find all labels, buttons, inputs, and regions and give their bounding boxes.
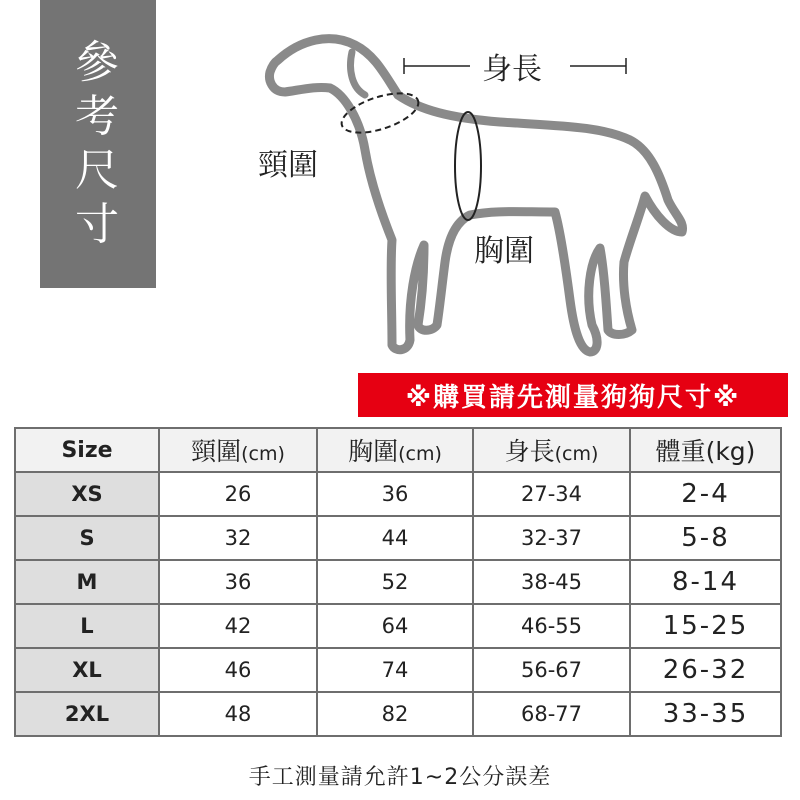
chest-cell: 74	[317, 648, 473, 692]
size-cell: XL	[15, 648, 159, 692]
header-weight: 體重(kg)	[630, 428, 781, 472]
neck-cell: 46	[159, 648, 317, 692]
dog-silhouette-icon	[250, 20, 710, 370]
table-row	[15, 648, 781, 692]
table-row	[15, 516, 781, 560]
neck-cell: 26	[159, 472, 317, 516]
table-header-row	[15, 428, 781, 472]
table-row	[15, 692, 781, 736]
size-cell: 2XL	[15, 692, 159, 736]
chest-cell: 52	[317, 560, 473, 604]
body-length-label: 身長	[482, 52, 542, 87]
neck-cell: 36	[159, 560, 317, 604]
size-cell: M	[15, 560, 159, 604]
table-row	[15, 604, 781, 648]
table-row	[15, 472, 781, 516]
header-length: 身長(cm)	[473, 428, 630, 472]
measure-notice-banner: ※購買請先測量狗狗尺寸※	[358, 373, 788, 417]
weight-cell: 26-32	[630, 648, 781, 692]
chest-cell: 64	[317, 604, 473, 648]
tag-char: 尺	[75, 145, 121, 196]
tag-char: 考	[75, 91, 121, 142]
neck-cell: 32	[159, 516, 317, 560]
weight-cell: 8-14	[630, 560, 781, 604]
neck-cell: 42	[159, 604, 317, 648]
weight-cell: 15-25	[630, 604, 781, 648]
weight-cell: 5-8	[630, 516, 781, 560]
size-cell: S	[15, 516, 159, 560]
neck-cell: 48	[159, 692, 317, 736]
weight-cell: 2-4	[630, 472, 781, 516]
header-neck: 頸圍(cm)	[159, 428, 317, 472]
length-cell: 27-34	[473, 472, 630, 516]
header-chest: 胸圍(cm)	[317, 428, 473, 472]
size-cell: L	[15, 604, 159, 648]
measurement-tolerance-note: 手工測量請允許1~2公分誤差	[248, 765, 552, 790]
length-cell: 46-55	[473, 604, 630, 648]
size-chart-table	[14, 427, 782, 737]
length-cell: 68-77	[473, 692, 630, 736]
chest-girth-label: 胸圍	[474, 234, 534, 269]
weight-cell: 33-35	[630, 692, 781, 736]
tag-char: 寸	[75, 199, 121, 250]
chest-cell: 36	[317, 472, 473, 516]
length-cell: 56-67	[473, 648, 630, 692]
reference-size-tag	[40, 0, 156, 288]
chest-cell: 44	[317, 516, 473, 560]
length-cell: 38-45	[473, 560, 630, 604]
chest-cell: 82	[317, 692, 473, 736]
table-row	[15, 560, 781, 604]
neck-girth-label: 頸圍	[258, 148, 318, 183]
header-size: Size	[15, 428, 159, 472]
tag-char: 參	[75, 37, 121, 88]
length-cell: 32-37	[473, 516, 630, 560]
size-cell: XS	[15, 472, 159, 516]
